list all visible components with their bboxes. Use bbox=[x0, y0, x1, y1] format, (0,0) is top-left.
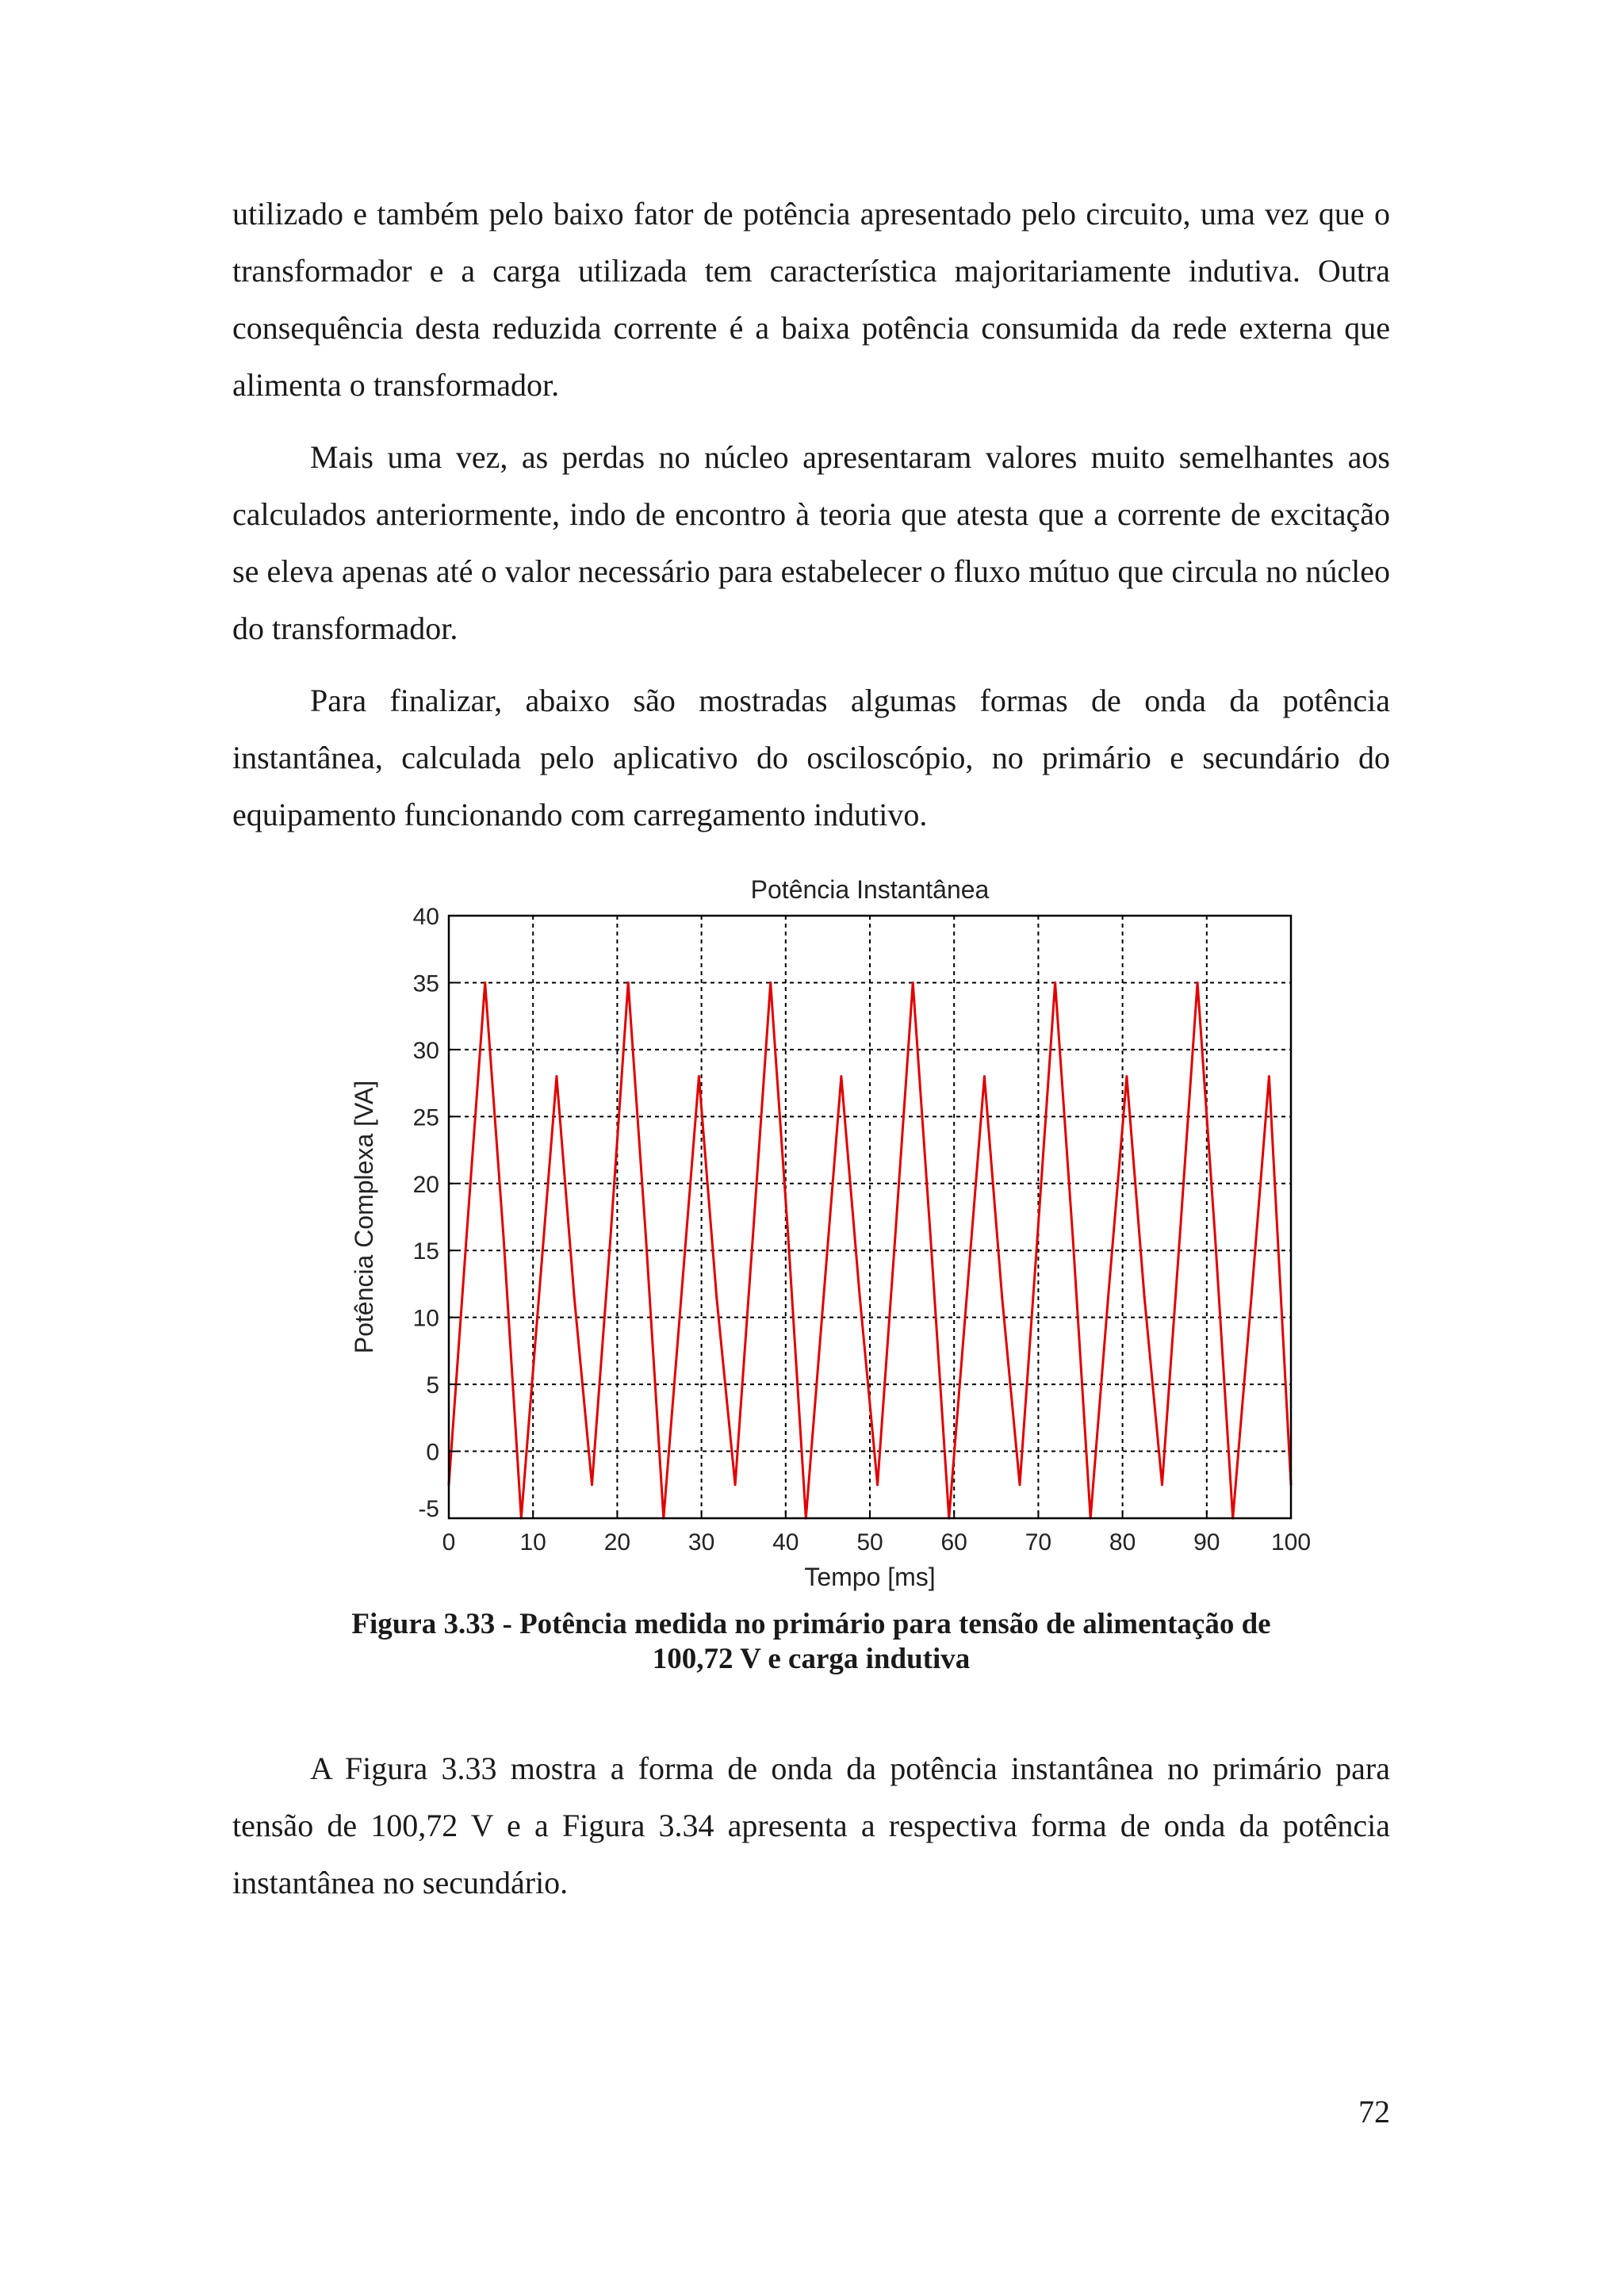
data-point bbox=[1071, 1236, 1074, 1238]
data-point bbox=[698, 1075, 700, 1077]
x-tick-label: 40 bbox=[772, 1529, 799, 1556]
data-point bbox=[1054, 982, 1056, 984]
data-point bbox=[1197, 982, 1199, 984]
data-point bbox=[1268, 1075, 1270, 1077]
data-point bbox=[503, 1236, 505, 1238]
paragraph-1: utilizado e também pelo baixo fator de potência apresentado pelo circuito, uma vez que o transformador e a carga utilizada tem característica majoritariamente indutiva. Outra consequência desta reduzida corrente é a baixa potência consumida da rede externa que alimenta o transformador. bbox=[232, 196, 1390, 403]
y-tick-label: 40 bbox=[412, 904, 439, 930]
y-tick-label: 20 bbox=[412, 1171, 439, 1198]
data-point bbox=[1036, 1236, 1039, 1238]
y-tick-label: 0 bbox=[426, 1439, 439, 1466]
data-point bbox=[983, 1075, 986, 1077]
data-point bbox=[966, 1296, 968, 1299]
x-tick-label: 20 bbox=[603, 1529, 631, 1556]
x-tick-label: 50 bbox=[856, 1529, 883, 1556]
y-tick-label: 10 bbox=[412, 1305, 439, 1332]
data-point bbox=[680, 1296, 683, 1299]
y-tick-label: 5 bbox=[426, 1372, 439, 1399]
data-point bbox=[484, 982, 486, 984]
data-point bbox=[912, 982, 914, 984]
data-point bbox=[645, 1236, 647, 1238]
data-point bbox=[1001, 1296, 1003, 1299]
data-point bbox=[573, 1296, 576, 1299]
caption-line-2: 100,72 V e carga indutiva bbox=[652, 1643, 971, 1675]
y-tick-label: 15 bbox=[412, 1238, 439, 1265]
paragraph-3: Para finalizar, abaixo são mostradas algumas formas de onda da potência instantânea, calculada pelo aplicativo do osciloscópio, no primário e secundário do equipamento funcionando com carregamento indutivo. bbox=[232, 683, 1390, 832]
data-point bbox=[734, 1483, 737, 1486]
data-point bbox=[1214, 1236, 1216, 1238]
data-point bbox=[769, 982, 772, 984]
y-tick-label: 30 bbox=[412, 1037, 439, 1064]
data-point bbox=[627, 982, 630, 984]
data-point bbox=[787, 1236, 789, 1238]
data-point bbox=[859, 1296, 861, 1299]
data-point bbox=[1125, 1075, 1128, 1077]
data-point bbox=[929, 1236, 932, 1238]
x-tick-label: 70 bbox=[1025, 1529, 1052, 1556]
y-axis-label: Potência Complexa [VA] bbox=[350, 1080, 378, 1354]
data-point bbox=[715, 1296, 718, 1299]
data-point bbox=[555, 1075, 557, 1077]
data-point bbox=[1143, 1296, 1146, 1299]
x-tick-label: 80 bbox=[1109, 1529, 1136, 1556]
data-point bbox=[876, 1483, 879, 1486]
caption-line-1: Figura 3.33 - Potência medida no primário para tensão de alimentação de bbox=[351, 1608, 1271, 1640]
power-chart bbox=[349, 856, 1332, 1601]
x-tick-label: 30 bbox=[688, 1529, 715, 1556]
x-tick-label: 10 bbox=[519, 1529, 546, 1556]
data-point bbox=[822, 1296, 825, 1299]
y-tick-label: 25 bbox=[412, 1104, 439, 1131]
data-point bbox=[609, 1236, 611, 1238]
paragraph-4: A Figura 3.33 mostra a forma de onda da potência instantânea no primário para tensão de 100,72 V e a Figura 3.34 apresenta a respectiva forma de onda da potência instantânea no secundário. bbox=[232, 1751, 1390, 1900]
data-point bbox=[1251, 1296, 1253, 1299]
data-point bbox=[465, 1236, 468, 1238]
x-axis-label: Tempo [ms] bbox=[804, 1563, 936, 1591]
paragraph-2: Mais uma vez, as perdas no núcleo apresentaram valores muito semelhantes aos calculados anteriormente, indo de encontro à teoria que atesta que a corrente de excitação se eleva apenas até o valor necessário para estabelecer o fluxo mútuo que circula no núcleo do transformador. bbox=[232, 439, 1390, 646]
data-point bbox=[752, 1236, 754, 1238]
data-point bbox=[1161, 1483, 1163, 1486]
x-tick-label: 100 bbox=[1270, 1529, 1312, 1556]
x-tick-label: 60 bbox=[940, 1529, 967, 1556]
data-point bbox=[1019, 1483, 1021, 1486]
data-point bbox=[1107, 1296, 1109, 1299]
x-tick-label: 90 bbox=[1193, 1529, 1220, 1556]
data-point bbox=[538, 1296, 540, 1299]
y-tick-label: 35 bbox=[412, 970, 439, 997]
data-point bbox=[591, 1483, 593, 1486]
data-point bbox=[1178, 1236, 1181, 1238]
page-number: 72 bbox=[1358, 2094, 1390, 2130]
x-tick-label: 0 bbox=[442, 1529, 456, 1556]
y-tick-label: -5 bbox=[418, 1496, 439, 1522]
data-point bbox=[840, 1075, 842, 1077]
data-point bbox=[894, 1236, 896, 1238]
chart-title: Potência Instantânea bbox=[750, 875, 990, 904]
figure-caption bbox=[232, 1607, 1390, 1677]
